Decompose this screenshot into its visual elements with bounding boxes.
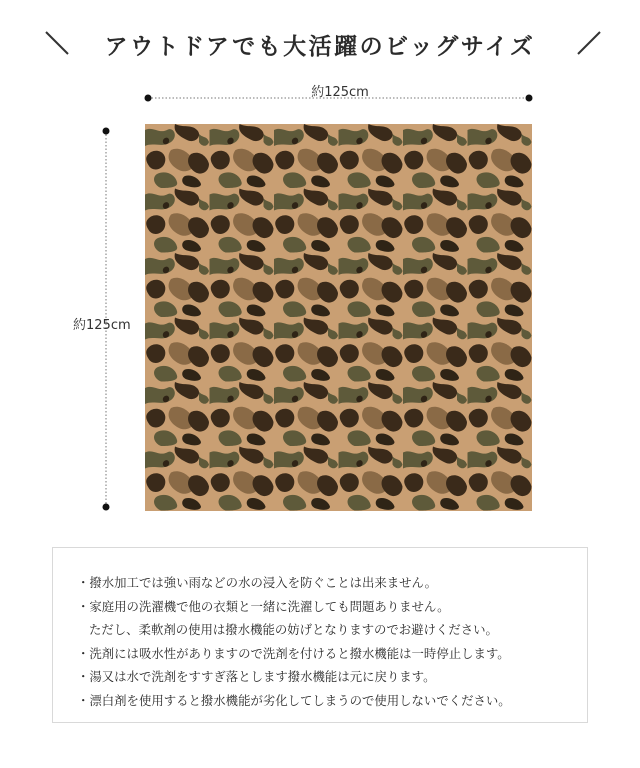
headline-title: アウトドアでも大活躍のビッグサイズ <box>104 34 536 60</box>
care-notes-box <box>52 547 588 723</box>
camouflage-fabric-image <box>145 124 532 511</box>
note-item: ・洗剤には吸水性がありますので洗剤を付けると撥水機能は一時停止します。 <box>77 645 510 661</box>
note-item: ただし、柔軟剤の使用は撥水機能の妨げとなりますのでお避けください。 <box>89 622 498 637</box>
note-item: ・撥水加工では強い雨などの水の浸入を防ぐことは出来ません。 <box>77 575 438 590</box>
note-item: ・家庭用の洗濯機で他の衣類と一緒に洗濯しても問題ありません。 <box>77 598 450 614</box>
width-label: 約125cm <box>311 85 369 100</box>
height-label: 約125cm <box>73 318 131 333</box>
note-item: ・漂白剤を使用すると撥水機能が劣化してしまうので使用しないでください。 <box>77 692 511 708</box>
note-item: ・湯又は水で洗剤をすすぎ落とします撥水機能は元に戻ります。 <box>77 669 436 684</box>
